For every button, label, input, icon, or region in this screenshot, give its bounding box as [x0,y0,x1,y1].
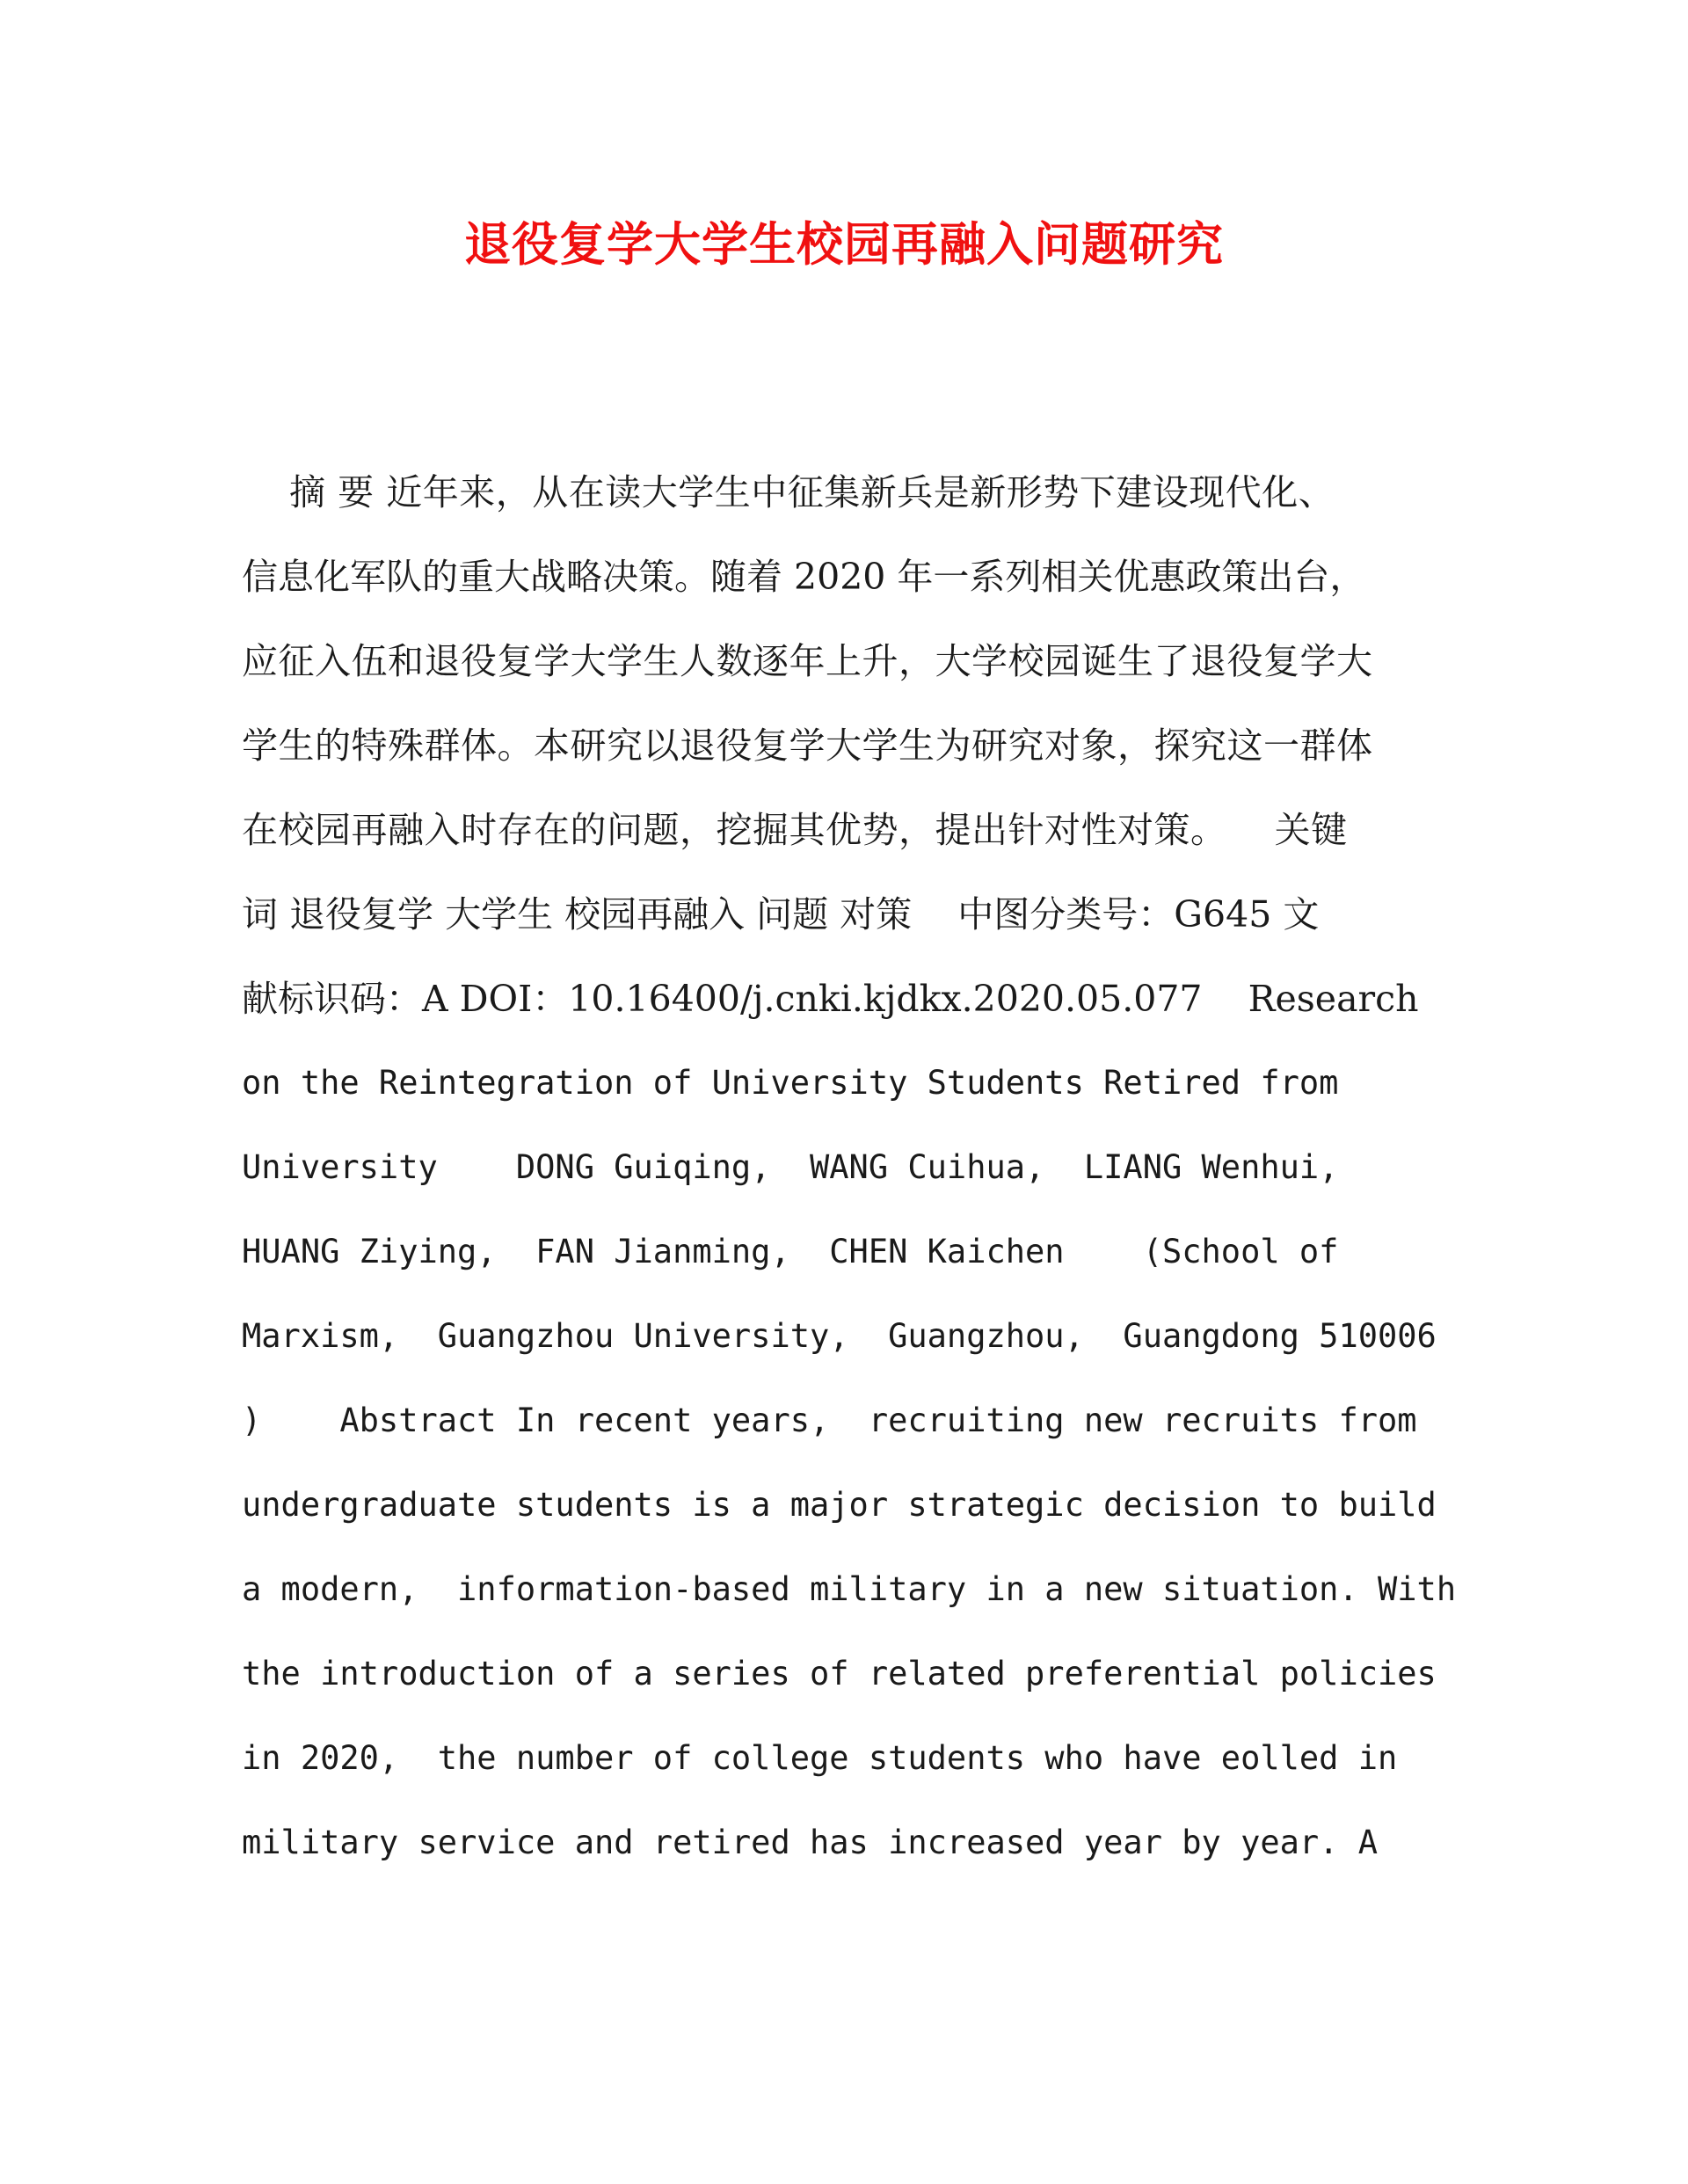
text-line: 献标识码：A DOI：10.16400/j.cnki.kjdkx.2020.05.077 Research [242,978,1419,1020]
text-line: the introduction of a series of related preferential policies [242,1655,1437,1693]
text-line: a modern, information-based military in a new situation. With [242,1570,1457,1608]
text-line: University DONG Guiqing, WANG Cuihua, LIANG Wenhui, [242,1148,1339,1186]
text-line: Marxism, Guangzhou University, Guangzhou, Guangdong 510006 [242,1317,1437,1355]
text-line: 信息化军队的重大战略决策。随着 2020 年一系列相关优惠政策出台， [242,556,1366,598]
text-line: 在校园再融入时存在的问题，挖掘其优势，提出针对性对策。 关键 [242,809,1348,851]
text-line: in 2020, the number of college students who have eolled in [242,1739,1398,1777]
abstract-body-block [242,450,1457,1885]
text-line: undergraduate students is a major strategic decision to build [242,1486,1437,1524]
text-line: ) Abstract In recent years, recruiting new recruits from [242,1401,1417,1439]
text-line: on the Reintegration of University Students Retired from [242,1064,1339,1102]
text-line: HUANG Ziying, FAN Jianming, CHEN Kaichen (School of [242,1233,1339,1270]
text-line: 摘 要 近年来，从在读大学生中征集新兵是新形势下建设现代化、 [242,471,1335,513]
text-line: 词 退役复学 大学生 校园再融入 问题 对策 中图分类号：G645 文 [242,893,1320,935]
text-line: military service and retired has increased year by year. A [242,1824,1379,1861]
text-line: 应征入伍和退役复学大学生人数逐年上升，大学校园诞生了退役复学大 [242,640,1373,682]
text-line: 学生的特殊群体。本研究以退役复学大学生为研究对象，探究这一群体 [242,724,1373,767]
page-title: 退役复学大学生校园再融入问题研究 [464,218,1224,272]
